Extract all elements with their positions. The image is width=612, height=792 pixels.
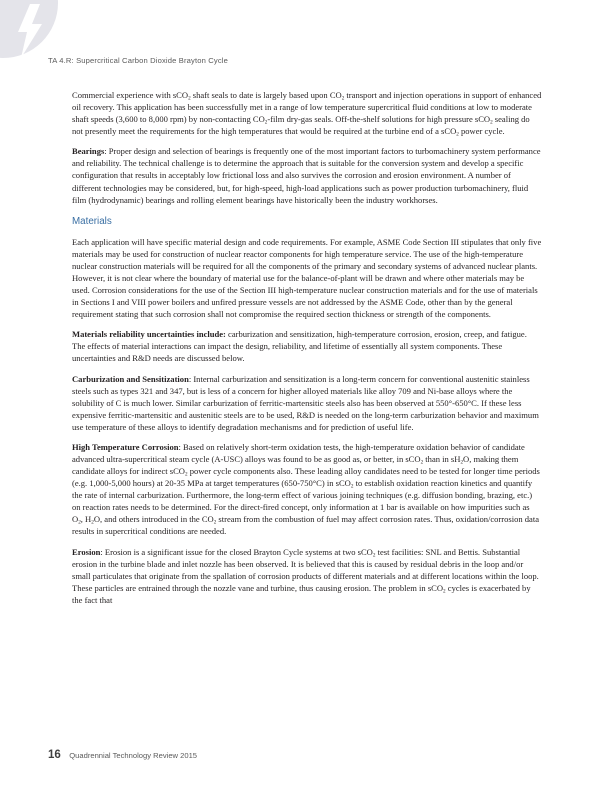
paragraph-corrosion: High Temperature Corrosion: Based on relatively short-term oxidation tests, the high-temperature oxidation behavior of candidate advanced ultra-supercritical steam cycle (A-USC) alloys was found to be as good as, or better, in sCO$_2$ than in $sH_2O$, making them candidate alloys for indirect sCO$_2$ power cycle components also. These leading alloy candidates need to be tested for longer time periods (e.g. 1,000-5,000 hours) at 20-35 MPa at target temperatures (650-750°C) in sCO$_2$ to establish oxidation reaction kinetics and quantify the rate of internal carburization. Furthermore, the long-term effect of various joining techniques (e.g. diffusion bonding, brazing, etc.) on reaction rates needs to be determined. For the direct-fired concept, only information at 1 bar is available on how impurities such as $O_2$, $H_2O$, and others introduced in the $CO_2$ stream from the combustion of fuel may affect corrosion rates. Thus, oxidation/corrosion data results in supercritical conditions are needed. [72,442,540,537]
paragraph-code-requirements: Each application will have specific material design and code requirements. For example, ASME Code Section III stipulates that only five materials may be used for construction of nuclear reactor components for high temperature service. The use of the high-temperature nuclear construction materials will be required for all the components of the primary and secondary systems of advanced nuclear plants. However, it is not clear where the boundary of material use for the balance-of-plant will be drawn and where other materials may be used. Corrosion considerations for the use of the Section III high-temperature nuclear construction materials and for the use of materials in Sections I and VIII power boilers and unfired pressure vessels are not addressed by the ASME Code, other than by the general requirement stating that such corrosion shall not compromise the required section thickness or strength of the components. [72,236,542,320]
section-heading-materials: Materials [72,215,112,227]
page-number: 16 [48,749,61,761]
document-body [72,89,542,614]
paragraph-reliability: Materials reliability uncertainties include: carburization and sensitization, high-temperature corrosion, erosion, creep, and fatigue. The effects of material interactions can impact the design, reliability, and lifetime of essentially all system components. These uncertainties and R&D needs are discussed below. [72,329,527,364]
publication-title: Quadrennial Technology Review 2015 [69,751,198,760]
carburization-lead: Carburization and Sensitization [72,373,189,384]
erosion-lead: Erosion [72,546,101,557]
paragraph-carburization: Carburization and Sensitization: Internal carburization and sensitization is a long-term concern for conventional austenitic stainless steels such as types 321 and 347, but is less of a concern for higher alloyed materials like alloy 709 and Ni-base alloys where the solubility of C is much lower. Similar carburization of ferritic-martensitic steels also has been observed at 550°-650°C. If these less expensive ferritic-martensitic and austenitic steels are to be used, R&D is needed on the long-term carburization behavior and maximum use temperature of these alloys to identify degradation mechanisms and for prediction of useful life. [72,373,539,432]
page-footer [48,745,197,763]
paragraph-erosion: Erosion: Erosion is a significant issue for the closed Brayton Cycle systems at two sCO$_2$ test facilities: SNL and Bettis. Substantial erosion in the turbine blade and inlet nozzle has been observed. It is believed that this is caused by residual debris in the loop and/or small particulates that originate from the spallation of corrosion products of different materials and at different locations within the loop. These particles are entrained through the nozzle vane and turbine, thus causing erosion. The problem in sCO$_2$ cycles is exacerbated by the fact that [72,546,539,605]
paragraph-bearings: Bearings: Proper design and selection of bearings is frequently one of the most important factors to turbomachinery system performance and reliability. The technical challenge is to determine the approach that is suitable for the conversion system and develop a specific configuration that results in acceptably low frictional loss and also survives the corrosion and erosion environment. A number of different technologies may be considered, but, for high-speed, high-load applications such as power production turbomachinery, fluid film (hydrodynamic) bearings and rolling element bearings have historically been the industry workhorses. [72,146,541,205]
corrosion-lead: High Temperature Corrosion [72,442,179,453]
bearings-lead: Bearings [72,146,105,157]
lightning-bolt-icon [0,0,60,60]
running-header: TA 4.R: Supercritical Carbon Dioxide Brayton Cycle [48,56,228,65]
reliability-lead: Materials reliability uncertainties include: [72,329,226,340]
paragraph-seals: Commercial experience with sCO$_2$ shaft seals to date is largely based upon $CO_2$ transport and injection operations in support of enhanced oil recovery. This application has been successfully met in a range of low temperature supercritical fluid conditions at low to moderate shaft speeds (3,600 to 8,000 rpm) by non-contacting $CO_2$-film dry-gas seals. Off-the-shelf solutions for high pressure sCO$_2$ sealing do not presently meet the requirements for the high temperatures that would be required at the turbine end of a sCO$_2$ power cycle. [72,90,542,138]
